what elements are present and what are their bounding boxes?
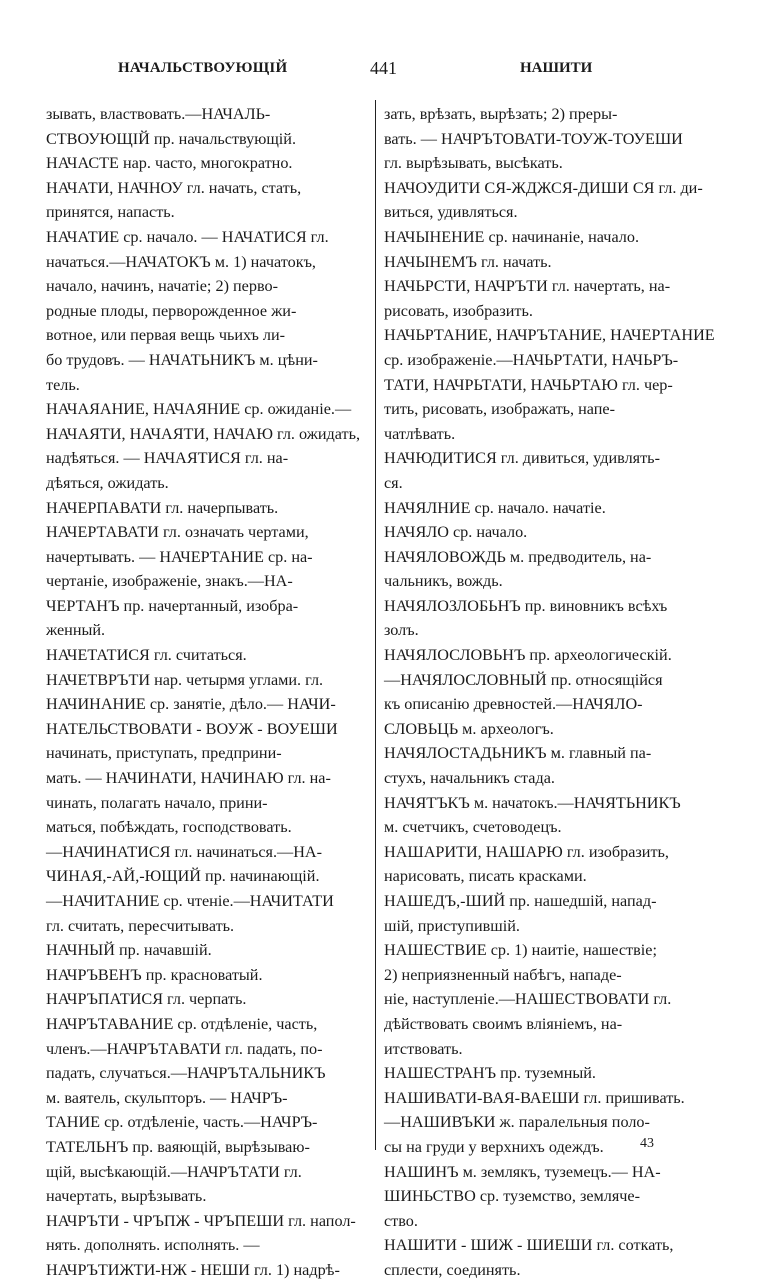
dictionary-line: НАЧЮДИТИСЯ гл. дивиться, удивлять- — [384, 449, 660, 468]
dictionary-line: НАЧЕТАТИСЯ гл. считаться. — [46, 646, 247, 665]
dictionary-line: НАЧАЯАНИЕ, НАЧАЯНИЕ ср. ожиданіе.— — [46, 400, 352, 419]
dictionary-line: НАЧРЪТИ - ЧРЪПЖ - ЧРЪПЕШИ гл. напол- — [46, 1211, 356, 1230]
dictionary-line: щій, высѣкающій.—НАЧРЪТАТИ гл. — [46, 1162, 302, 1181]
dictionary-line: ТАНИЕ ср. отдѣленіе, часть.—НАЧРЪ- — [46, 1113, 318, 1132]
dictionary-line: НАЧАТИЕ ср. начало. — НАЧАТИСЯ гл. — [46, 227, 329, 246]
dictionary-line: ШИНЬСТВО ср. туземство, земляче- — [384, 1187, 641, 1206]
dictionary-line: ся. — [384, 473, 403, 492]
dictionary-line: —НАЧИТАНИЕ ср. чтеніе.—НАЧИТАТИ — [46, 892, 334, 910]
dictionary-line: чатлѣвать. — [384, 424, 456, 443]
signature-number: 43 — [640, 1136, 654, 1151]
dictionary-line: НАЧАЯТИ, НАЧАЯТИ, НАЧАЮ гл. ожидать, — [46, 424, 361, 443]
left-column — [46, 102, 368, 1283]
dictionary-line: начертать, вырѣзывать. — [46, 1187, 207, 1206]
dictionary-line: НАЧАСТЕ нар. часто, многократно. — [46, 154, 293, 173]
page-number: 441 — [370, 58, 397, 78]
dictionary-line: принятся, напасть. — [46, 203, 175, 222]
dictionary-line: НАЧЯЛОВОЖДЬ м. предводитель, на- — [384, 547, 652, 566]
dictionary-line: итствовать. — [384, 1039, 463, 1058]
dictionary-line: начало, начинъ, начатіе; 2) перво- — [46, 277, 278, 296]
dictionary-line: НАШЕДЪ,-ШИЙ пр. нашедшій, напад- — [384, 892, 657, 910]
dictionary-line: начинать, приступать, предприни- — [46, 744, 282, 763]
dictionary-line: стухъ, начальникъ стада. — [384, 769, 555, 788]
dictionary-line: мать. — НАЧИНАТИ, НАЧИНАЮ гл. на- — [46, 769, 331, 788]
dictionary-line: вать. — НАЧРЪТОВАТИ-ТОУЖ-ТОУЕШИ — [384, 129, 683, 148]
page-header — [0, 60, 767, 86]
dictionary-line: чальникъ, вождь. — [384, 572, 503, 591]
column-divider — [375, 100, 376, 1150]
dictionary-line: НАЧНЫЙ пр. начавшій. — [46, 941, 212, 960]
dictionary-line: дѣйствовать своимъ вліяніемъ, на- — [384, 1014, 623, 1033]
dictionary-line: НАЧЬРТАНИЕ, НАЧРЪТАНИЕ, НАЧЕРТАНИЕ — [384, 326, 715, 345]
dictionary-line: ТАТИ, НАЧРЬТАТИ, НАЧЬРТАЮ гл. чер- — [384, 375, 673, 394]
dictionary-line: НАЧРЪВЕНЪ пр. красноватый. — [46, 965, 263, 984]
dictionary-line: виться, удивляться. — [384, 203, 518, 222]
dictionary-line: родные плоды, перворожденное жи- — [46, 301, 297, 320]
dictionary-line: тель. — [46, 375, 80, 394]
dictionary-line: шій, приступившій. — [384, 916, 520, 935]
dictionary-line: НАШИВАТИ-ВАЯ-ВАЕШИ гл. пришивать. — [384, 1088, 685, 1107]
dictionary-line: маться, побѣждать, господствовать. — [46, 818, 292, 837]
dictionary-line: начаться.—НАЧАТОКЪ м. 1) начатокъ, — [46, 252, 316, 271]
dictionary-line: НАЧОУДИТИ СЯ-ЖДЖСЯ-ДИШИ СЯ гл. ди- — [384, 178, 703, 197]
dictionary-line: ЧИНАЯ,-АЙ,-ЮЩИЙ пр. начинающій. — [46, 867, 320, 886]
dictionary-line: бо трудовъ. — НАЧАТЬНИКЪ м. цѣни- — [46, 350, 318, 369]
dictionary-line: НАЧЫНЕНИЕ ср. начинаніе, начало. — [384, 227, 639, 246]
dictionary-line: НАЧЕРПАВАТИ гл. начерпывать. — [46, 498, 279, 517]
dictionary-line: НАЧЯЛОСЛОВЬНЪ пр. археологическій. — [384, 646, 672, 665]
dictionary-line: НАЧЯЛО ср. начало. — [384, 523, 528, 542]
dictionary-line: гл. вырѣзывать, высѣкать. — [384, 154, 563, 173]
dictionary-line: —НАЧИНАТИСЯ гл. начинаться.—НА- — [46, 842, 323, 861]
dictionary-line: 2) неприязненный набѣгъ, нападе- — [384, 965, 622, 984]
dictionary-line: сплести, соединять. — [384, 1260, 521, 1279]
dictionary-line: ство. — [384, 1211, 418, 1230]
dictionary-line: начертывать. — НАЧЕРТАНИЕ ср. на- — [46, 547, 313, 566]
dictionary-line: нять. дополнять. исполнять. — — [46, 1236, 260, 1255]
dictionary-line: НАЧЬРСТИ, НАЧРЪТИ гл. начертать, на- — [384, 277, 671, 296]
dictionary-line: НАЧЯЛОСТАДЬНИКЪ м. главный па- — [384, 744, 652, 763]
dictionary-line: ср. изображеніе.—НАЧЬРТАТИ, НАЧЬРЪ- — [384, 350, 679, 369]
dictionary-line: НАШАРИТИ, НАШАРЮ гл. изобразить, — [384, 842, 669, 861]
dictionary-line: золъ. — [384, 621, 419, 640]
dictionary-line: —НАЧЯЛОСЛОВНЫЙ пр. относящійся — [384, 670, 663, 689]
dictionary-line: женный. — [46, 621, 106, 640]
dictionary-line: нарисовать, писать красками. — [384, 867, 587, 886]
dictionary-line: —НАШИВЪКИ ж. паралельныя поло- — [384, 1113, 650, 1132]
dictionary-line: НАЧЯТЪКЪ м. начатокъ.—НАЧЯТЬНИКЪ — [384, 793, 681, 812]
dictionary-line: НАШЕСТВИЕ ср. 1) наитіе, нашествіе; — [384, 941, 657, 960]
dictionary-line: НАЧРЪПАТИСЯ гл. черпать. — [46, 990, 247, 1009]
dictionary-line: НАЧЯЛНИЕ ср. начало. начатіе. — [384, 498, 606, 517]
dictionary-line: дѣяться, ожидать. — [46, 473, 169, 492]
dictionary-line: ТАТЕЛЬНЪ пр. ваяющій, вырѣзываю- — [46, 1137, 310, 1156]
dictionary-line: НАЧЕТВРЪТИ нар. четырмя углами. гл. — [46, 670, 324, 689]
dictionary-line: чертаніе, изображеніе, знакъ.—НА- — [46, 572, 293, 591]
dictionary-line: НАЧРЪТИЖТИ-НЖ - НЕШИ гл. 1) надрѣ- — [46, 1260, 340, 1279]
dictionary-line: НАЧИНАНИЕ ср. занятіе, дѣло.— НАЧИ- — [46, 695, 336, 714]
header-right-headword: НАШИТИ — [520, 60, 593, 76]
dictionary-line: НАЧЕРТАВАТИ гл. означать чертами, — [46, 523, 309, 542]
dictionary-line: чинать, полагать начало, прини- — [46, 793, 268, 812]
dictionary-line: тить, рисовать, изображать, напе- — [384, 400, 616, 419]
dictionary-line: НАТЕЛЬСТВОВАТИ - ВОУЖ - ВОУЕШИ — [46, 719, 338, 738]
dictionary-line: м. счетчикъ, счетоводецъ. — [384, 818, 562, 837]
right-column — [384, 102, 715, 1283]
dictionary-line: членъ.—НАЧРЪТАВАТИ гл. падать, по- — [46, 1039, 323, 1058]
dictionary-line: зывать, властвовать.—НАЧАЛЬ- — [46, 105, 271, 123]
dictionary-line: м. ваятель, скульпторъ. — НАЧРЪ- — [46, 1088, 288, 1107]
dictionary-line: падать, случаться.—НАЧРЪТАЛЬНИКЪ — [46, 1064, 326, 1083]
dictionary-line: НАШИТИ - ШИЖ - ШИЕШИ гл. соткать, — [384, 1236, 674, 1255]
dictionary-line: надѣяться. — НАЧАЯТИСЯ гл. на- — [46, 449, 289, 468]
header-left-headword: НАЧАЛЬСТВОУЮЩІЙ — [118, 60, 288, 76]
dictionary-line: НАЧЯЛОЗЛОБЬНЪ пр. виновникъ всѣхъ — [384, 596, 668, 615]
dictionary-line: ніе, наступленіе.—НАШЕСТВОВАТИ гл. — [384, 990, 672, 1009]
dictionary-line: вотное, или первая вещь чьихъ ли- — [46, 326, 286, 345]
dictionary-line: ЧЕРТАНЪ пр. начертанный, изобра- — [46, 596, 299, 615]
dictionary-line: НАЧАТИ, НАЧНОУ гл. начать, стать, — [46, 178, 302, 197]
dictionary-line: сы на груди у верхнихъ одеждъ. — [384, 1137, 604, 1156]
dictionary-line: НАШЕСТРАНЪ пр. туземный. — [384, 1064, 596, 1083]
dictionary-line: СТВОУЮЩІЙ пр. начальствующій. — [46, 129, 297, 148]
dictionary-line: къ описанію древностей.—НАЧЯЛО- — [384, 695, 643, 714]
dictionary-line: гл. считать, пересчитывать. — [46, 916, 235, 935]
dictionary-line: НАЧЫНЕМЪ гл. начать. — [384, 252, 552, 271]
dictionary-line: рисовать, изобразить. — [384, 301, 533, 320]
dictionary-line: СЛОВЬЦЬ м. археологъ. — [384, 719, 554, 738]
dictionary-line: зать, врѣзать, вырѣзать; 2) преры- — [384, 105, 618, 123]
dictionary-line: НАЧРЪТАВАНИЕ ср. отдѣленіе, часть, — [46, 1014, 318, 1033]
dictionary-line: НАШИНЪ м. землякъ, туземецъ.— НА- — [384, 1162, 661, 1181]
